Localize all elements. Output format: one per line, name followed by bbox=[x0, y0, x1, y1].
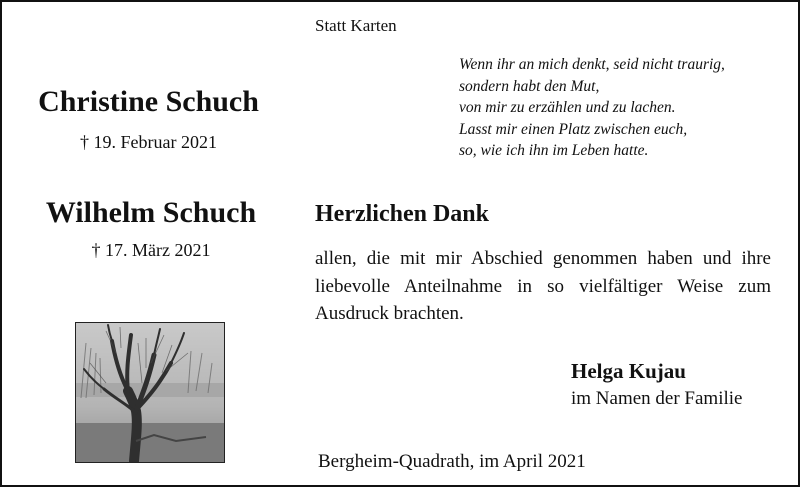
signer-subtitle: im Namen der Familie bbox=[571, 388, 743, 409]
willow-tree-photo bbox=[75, 322, 225, 463]
footer-place-date: Bergheim-Quadrath, im April 2021 bbox=[318, 451, 586, 472]
deceased-date-2: † 17. März 2021 bbox=[91, 240, 211, 260]
thanks-heading: Herzlichen Dank bbox=[315, 201, 489, 227]
poem bbox=[459, 54, 725, 162]
poem-line: Wenn ihr an mich denkt, seid nicht traurig, bbox=[459, 56, 725, 73]
deceased-name-2: Wilhelm Schuch bbox=[45, 196, 257, 229]
poem-line: von mir zu erzählen und zu lachen. bbox=[459, 99, 676, 116]
poem-line: so, wie ich ihn im Leben hatte. bbox=[459, 142, 649, 159]
poem-line: sondern habt den Mut, bbox=[459, 77, 600, 95]
thanks-body: allen, die mit mir Abschied genommen haben und ihre liebevolle Anteilnahme in so vielfältiger Weise zum Ausdruck brachten. bbox=[315, 248, 771, 324]
deceased-date-1: † 19. Februar 2021 bbox=[80, 132, 217, 152]
willow-tree-icon bbox=[76, 323, 224, 462]
poem-line: Lasst mir einen Platz zwischen euch, bbox=[459, 120, 688, 138]
signer-name: Helga Kujau bbox=[571, 359, 686, 383]
deceased-name-1: Christine Schuch bbox=[38, 85, 259, 118]
header-statt-karten: Statt Karten bbox=[315, 16, 397, 35]
